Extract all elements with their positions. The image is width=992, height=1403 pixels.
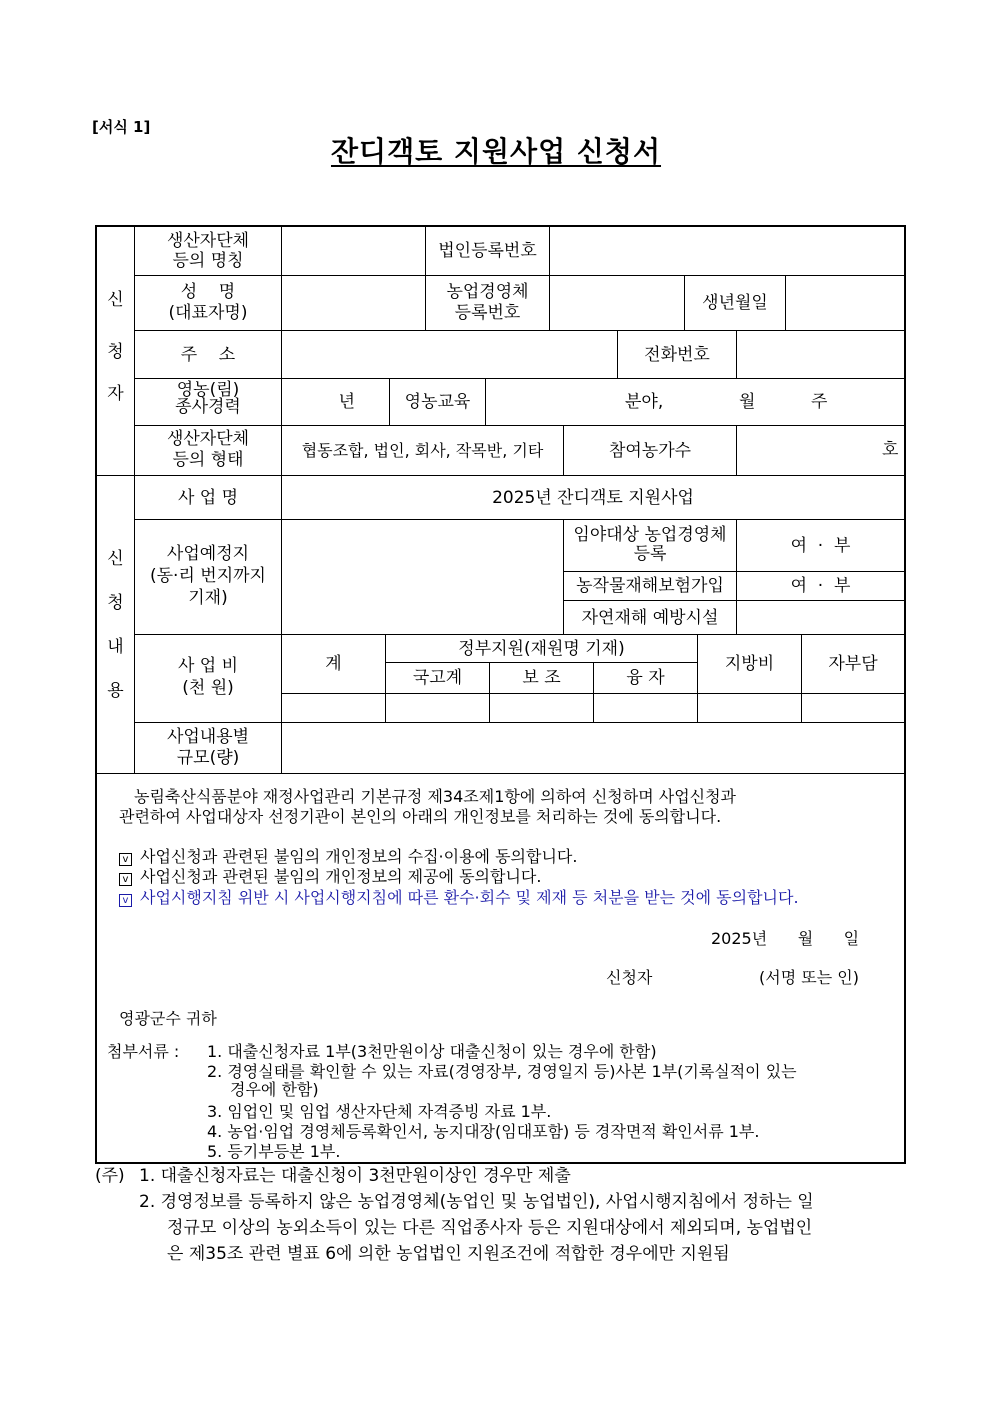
page-title: 잔디객토 지원사업 신청서 xyxy=(330,135,662,168)
section-content-char-4: 용 xyxy=(107,681,124,701)
gov-support-label: 정부지원(재원명 기재) xyxy=(458,638,625,659)
insurance-label: 농작물재해보험가입 xyxy=(576,576,724,596)
birth-date-field[interactable] xyxy=(786,276,904,330)
note-2-line1: 2. 경영정보를 등록하지 않은 농업경영체(농업인 및 농업법인), 사업시행지침에서 정하는 일 xyxy=(139,1192,814,1212)
households-label: 참여농가수 xyxy=(608,440,692,461)
disaster-facility-label: 자연재해 예방시설 xyxy=(581,607,719,628)
attachment-1: 1. 대출신청자료 1부(3천만원이상 대출신청이 있는 경우에 한함) xyxy=(207,1042,657,1061)
note-2-line2: 정규모 이상의 농외소득이 있는 다른 직업종사자 등은 지원대상에서 제외되며, 농업법인 xyxy=(167,1218,813,1238)
note-2-line3: 은 제35조 관련 별표 6에 의한 농업법인 지원조건에 적합한 경우에만 지원됨 xyxy=(167,1244,730,1264)
farm-reg-field[interactable] xyxy=(550,276,684,330)
consent-item-2[interactable] xyxy=(119,866,541,887)
org-type-label: 생산자단체 등의 형태 xyxy=(166,429,250,470)
attachment-2-line2: 경우에 한함) xyxy=(230,1080,319,1099)
local-cost-field[interactable] xyxy=(698,694,801,722)
scale-field[interactable] xyxy=(282,723,904,773)
local-cost-label: 지방비 xyxy=(724,654,775,674)
notes-label: (주) xyxy=(95,1166,125,1186)
birth-date-label: 생년월일 xyxy=(702,293,768,313)
signature-label: (서명 또는 인) xyxy=(759,968,859,987)
representative-name-label: 성 명 (대표자명) xyxy=(168,282,248,323)
cost-total-field[interactable] xyxy=(282,694,385,722)
attachment-5: 5. 등기부등본 1부. xyxy=(207,1142,341,1161)
corp-reg-field[interactable] xyxy=(550,227,904,275)
section-applicant-char-1: 신 xyxy=(107,290,124,310)
phone-label: 전화번호 xyxy=(644,344,710,365)
loan-field[interactable] xyxy=(594,694,697,722)
education-month-unit: 월 xyxy=(739,392,756,412)
business-name-value: 2025년 잔디객토 지원사업 xyxy=(492,487,694,508)
subsidy-field[interactable] xyxy=(490,694,593,722)
phone-field[interactable] xyxy=(737,331,904,378)
education-field-unit: 분야, xyxy=(625,392,664,412)
education-label: 영농교육 xyxy=(404,392,471,412)
site-field[interactable] xyxy=(282,520,563,634)
loan-label: 융 자 xyxy=(626,668,665,688)
form-number-label: [서식 1] xyxy=(92,118,151,136)
section-applicant-char-3: 자 xyxy=(107,384,124,404)
self-pay-field[interactable] xyxy=(802,694,904,722)
scale-label: 사업내용별 규모(량) xyxy=(166,727,250,768)
career-year-field[interactable] xyxy=(282,379,389,425)
year-unit: 년 xyxy=(338,392,355,412)
business-name-label: 사 업 명 xyxy=(177,487,239,508)
attachments-label: 첨부서류 : xyxy=(107,1042,180,1061)
org-name-label: 생산자단체 등의 명칭 xyxy=(166,231,250,271)
project-cost-label: 사 업 비 (천 원) xyxy=(177,656,239,698)
attachment-3: 3. 임업인 및 임업 생산자단체 자격증빙 자료 1부. xyxy=(207,1102,552,1121)
forest-registration-label: 임야대상 농업경영체 등록 xyxy=(573,525,727,564)
representative-name-field[interactable] xyxy=(282,276,425,330)
section-applicant-char-2: 청 xyxy=(107,342,124,362)
section-content-char-1: 신 xyxy=(107,549,124,569)
consent-item-3-text: 사업시행지침 위반 시 사업시행지침에 따른 환수·회수 및 제재 등 처분을 받는 것에 동의합니다. xyxy=(140,888,799,907)
consent-item-1[interactable] xyxy=(119,846,577,867)
recipient: 영광군수 귀하 xyxy=(119,1009,217,1028)
forest-registration-yes-no[interactable]: 여 · 부 xyxy=(790,535,851,556)
org-type-options[interactable]: 협동조합, 법인, 회사, 작목반, 기타 xyxy=(301,440,544,460)
applicant-label: 신청자 xyxy=(606,968,653,987)
checkbox-checked-icon[interactable]: v xyxy=(119,873,132,886)
section-content-char-2: 청 xyxy=(107,593,124,613)
checkbox-checked-icon[interactable]: v xyxy=(119,853,132,866)
disaster-facility-field[interactable] xyxy=(737,601,904,634)
checkbox-checked-icon[interactable]: v xyxy=(119,894,132,907)
section-content-char-3: 내 xyxy=(107,637,124,657)
household-unit: 호 xyxy=(882,440,899,460)
self-pay-label: 자부담 xyxy=(828,654,878,674)
consent-intro-line2: 관련하여 사업대상자 선정기관이 본인의 아래의 개인정보를 처리하는 것에 동의합니다. xyxy=(119,807,722,826)
education-week-unit: 주 xyxy=(811,392,828,412)
consent-item-2-text: 사업신청과 관련된 불임의 개인정보의 제공에 동의합니다. xyxy=(140,867,542,886)
note-1: 1. 대출신청자료는 대출신청이 3천만원이상인 경우만 제출 xyxy=(139,1166,571,1186)
national-total-field[interactable] xyxy=(386,694,489,722)
application-date: 2025년 월 일 xyxy=(711,929,860,948)
corp-reg-label: 법인등록번호 xyxy=(438,241,537,261)
site-label: 사업예정지 (동·리 번지까지 기재) xyxy=(150,544,266,608)
cost-total-label: 계 xyxy=(325,654,342,674)
org-name-field[interactable] xyxy=(282,227,425,275)
career-label: 영농(림) 종사경력 xyxy=(175,380,241,417)
subsidy-label: 보 조 xyxy=(522,668,561,688)
attachment-4: 4. 농업·임업 경영체등록확인서, 농지대장(임대포함) 등 경작면적 확인서류 1부. xyxy=(207,1122,760,1141)
consent-item-1-text: 사업신청과 관련된 불임의 개인정보의 수집·이용에 동의합니다. xyxy=(140,847,578,866)
attachment-2-line1: 2. 경영실태를 확인할 수 있는 자료(경영장부, 경영일지 등)사본 1부(기록실적이 있는 xyxy=(207,1062,797,1081)
address-label: 주 소 xyxy=(180,344,236,365)
insurance-yes-no[interactable]: 여 · 부 xyxy=(790,576,851,596)
consent-item-3[interactable] xyxy=(119,887,799,908)
farm-reg-label: 농업경영체 등록번호 xyxy=(446,282,529,323)
address-field[interactable] xyxy=(282,331,617,378)
national-total-label: 국고계 xyxy=(412,668,463,688)
consent-intro-line1: 농림축산식품분야 재정사업관리 기본규정 제34조제1항에 의하여 신청하며 사업신청과 xyxy=(134,787,737,806)
